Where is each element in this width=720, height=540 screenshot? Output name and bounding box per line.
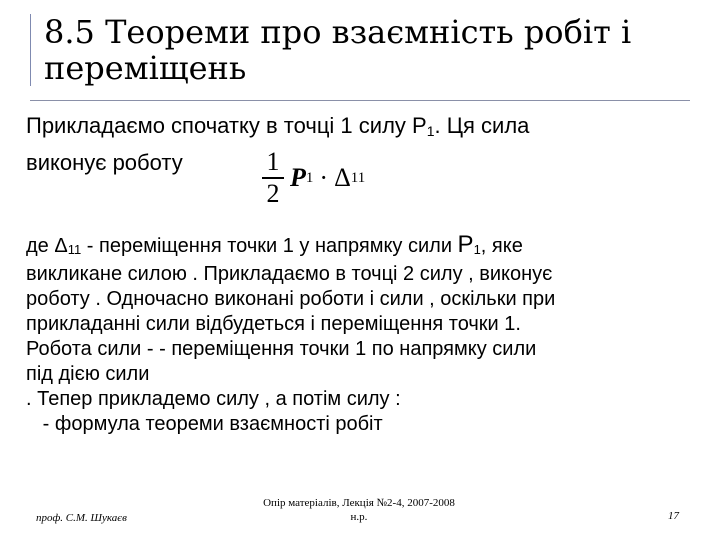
- footer-page-number: 17: [668, 510, 679, 522]
- body-line: роботу . Одночасно виконані роботи і сили , оскільки при: [26, 288, 556, 310]
- intro-text: Прикладаємо спочатку в точці 1 силу Р: [26, 113, 427, 138]
- body-text: , яке: [480, 235, 523, 257]
- work-formula: [262, 143, 365, 213]
- delta-subscript-inline: 11: [67, 242, 82, 257]
- body-line: прикладанні сили відбудеться і переміщення точки 1.: [26, 313, 521, 335]
- body-line: . Тепер прикладемо силу , а потім силу :: [26, 388, 401, 410]
- body-line: - формула теореми взаємності робіт: [26, 413, 383, 435]
- body-text: де: [26, 235, 55, 257]
- delta-symbol: Δ: [334, 163, 351, 192]
- multiply-operator: ·: [319, 163, 329, 192]
- force-subscript-inline: 1: [473, 242, 481, 257]
- fraction-numerator: 1: [266, 147, 280, 176]
- force-subscript: 1: [305, 169, 314, 186]
- body-line-1: [26, 232, 706, 262]
- footer-course: Опір матеріалів, Лекція №2-4, 2007-2008 н.р.: [263, 497, 455, 523]
- body-line: під дією сили: [26, 363, 150, 385]
- body-text: - переміщення точки 1 у напрямку сили: [81, 235, 458, 257]
- fraction-denominator: 2: [266, 179, 280, 208]
- title-accent-line: [30, 14, 31, 86]
- delta-symbol-inline: Δ: [54, 235, 68, 257]
- intro-line-2: виконує роботу: [26, 150, 183, 175]
- intro-subscript: 1: [426, 123, 435, 139]
- slide-title: 8.5 Теореми про взаємність робіт і переміщень: [44, 13, 632, 87]
- force-variable: P: [290, 163, 306, 192]
- intro-text-end: . Ця сила: [434, 113, 530, 138]
- intro-line-1: [26, 110, 529, 147]
- force-symbol-inline: Р: [457, 231, 474, 258]
- delta-subscript: 11: [350, 169, 366, 186]
- body-line: викликане силою . Прикладаємо в точці 2 силу , виконує: [26, 263, 553, 285]
- fraction: [262, 149, 284, 207]
- title-divider: [30, 100, 690, 101]
- footer-author: проф. С.М. Шукаєв: [36, 512, 127, 524]
- body-paragraph: [26, 232, 706, 437]
- body-line: Робота сили - - переміщення точки 1 по напрямку сили: [26, 338, 537, 360]
